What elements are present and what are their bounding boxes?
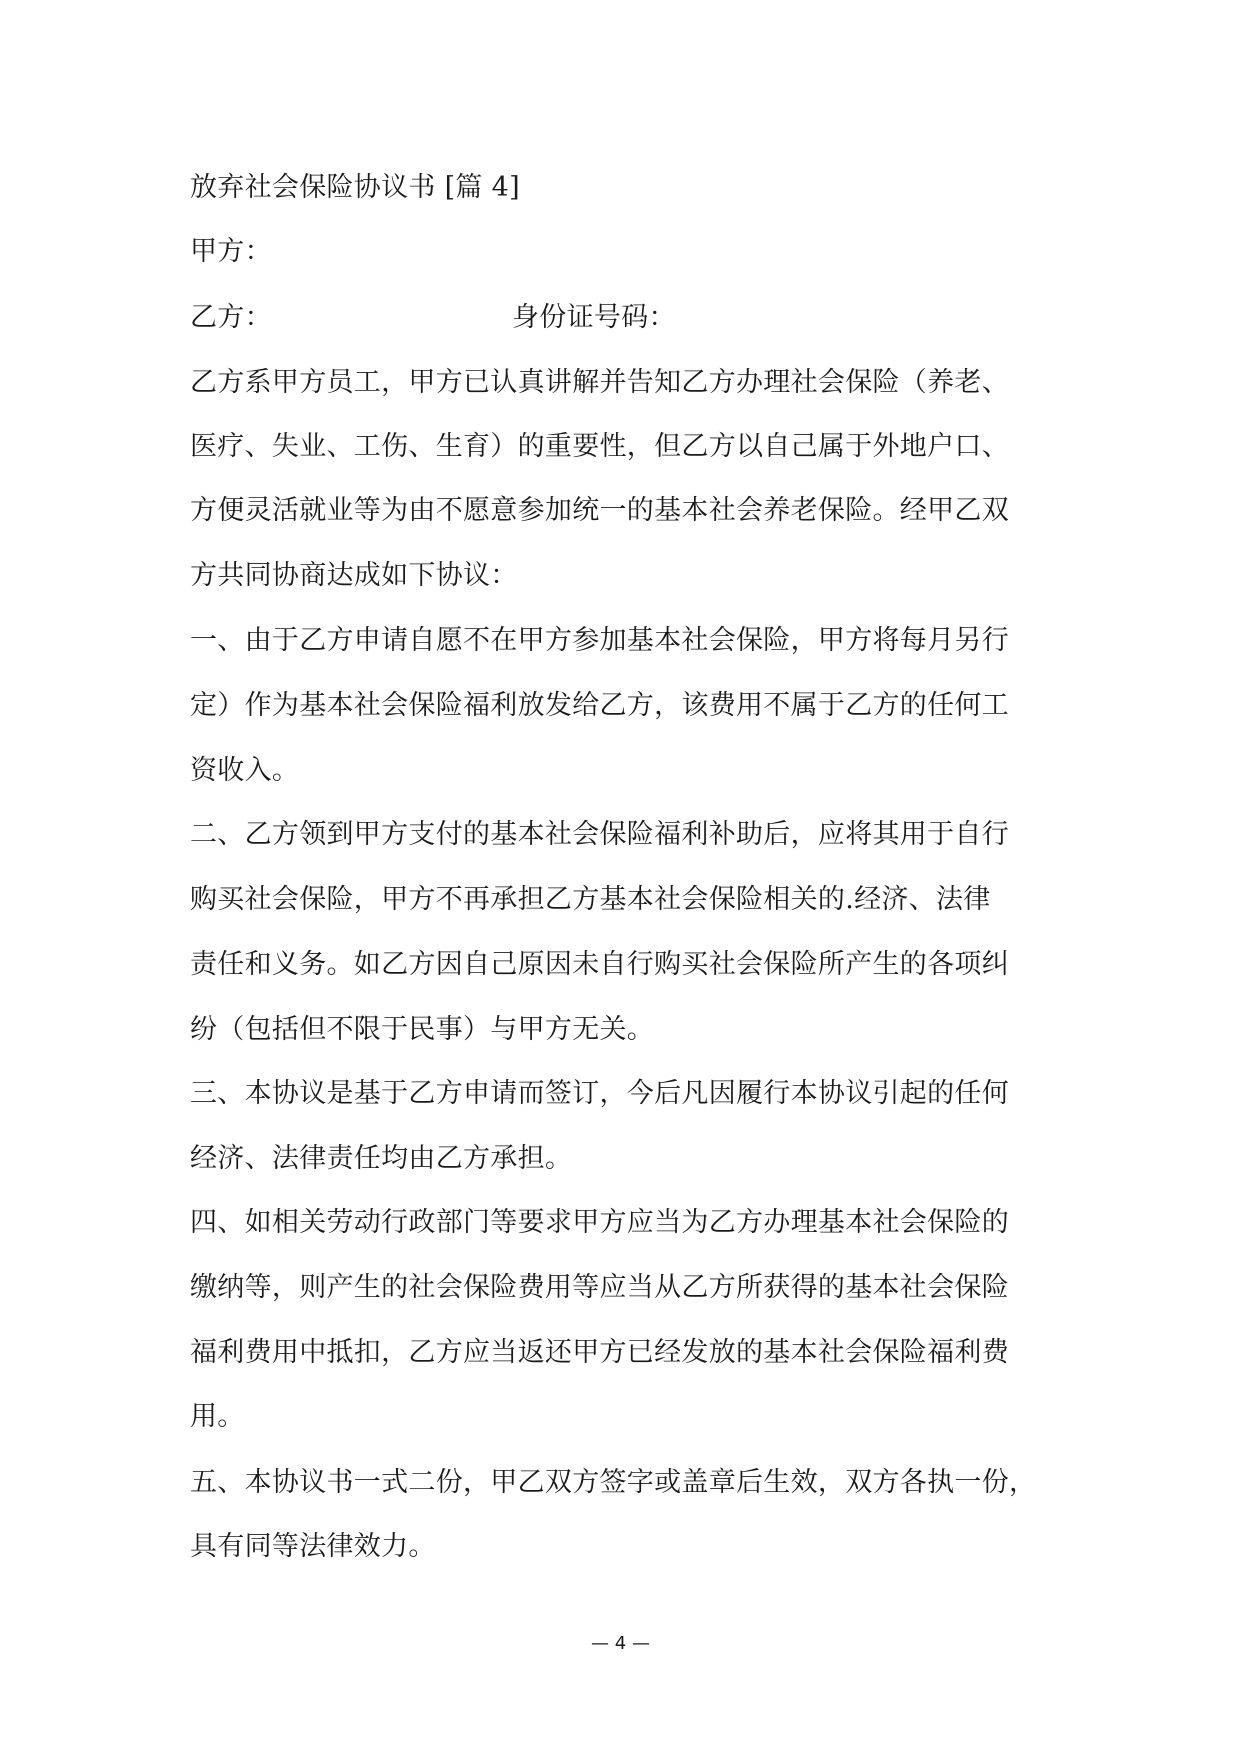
party-a-label: 甲方：: [190, 236, 272, 267]
body-line: 五、本协议书一式二份，甲乙双方签字或盖章后生效，双方各执一份，: [190, 1467, 1037, 1498]
body-line: 医疗、失业、工伤、生育）的重要性，但乙方以自己属于外地户口、: [190, 431, 1009, 462]
id-number-label: 身份证号码：: [512, 302, 676, 333]
body-line: 方共同协商达成如下协议：: [190, 560, 518, 591]
body-line: 责任和义务。如乙方因自己原因未自行购买社会保险所产生的各项纠: [190, 949, 1009, 980]
document-title: 放弃社会保险协议书 [篇 4]: [190, 172, 520, 203]
page-number: — 4 —: [591, 1633, 650, 1654]
body-line: 经济、法律责任均由乙方承担。: [190, 1143, 573, 1174]
body-line: 用。: [190, 1401, 245, 1432]
body-line: 方便灵活就业等为由不愿意参加统一的基本社会养老保险。经甲乙双: [190, 495, 1009, 526]
body-line: 纷（包括但不限于民事）与甲方无关。: [190, 1014, 655, 1045]
body-line: 具有同等法律效力。: [190, 1531, 436, 1562]
body-line: 资收入。: [190, 755, 300, 786]
body-line: 福利费用中抵扣，乙方应当返还甲方已经发放的基本社会保险福利费: [190, 1337, 1009, 1368]
body-line: 三、本协议是基于乙方申请而签订，今后凡因履行本协议引起的任何: [190, 1078, 1009, 1109]
body-line: 四、如相关劳动行政部门等要求甲方应当为乙方办理基本社会保险的: [190, 1207, 1009, 1238]
party-b-label: 乙方：: [190, 302, 272, 333]
body-line: 定）作为基本社会保险福利放发给乙方，该费用不属于乙方的任何工: [190, 690, 1009, 721]
party-b-row: [190, 298, 1060, 338]
body-line: 一、由于乙方申请自愿不在甲方参加基本社会保险，甲方将每月另行: [190, 625, 1009, 656]
body-line: 缴纳等，则产生的社会保险费用等应当从乙方所获得的基本社会保险: [190, 1272, 1009, 1303]
body-line: 二、乙方领到甲方支付的基本社会保险福利补助后，应将其用于自行: [190, 819, 1009, 850]
body-line: 购买社会保险，甲方不再承担乙方基本社会保险相关的.经济、法律: [190, 884, 991, 915]
body-line: 乙方系甲方员工，甲方已认真讲解并告知乙方办理社会保险（养老、: [190, 367, 1009, 398]
